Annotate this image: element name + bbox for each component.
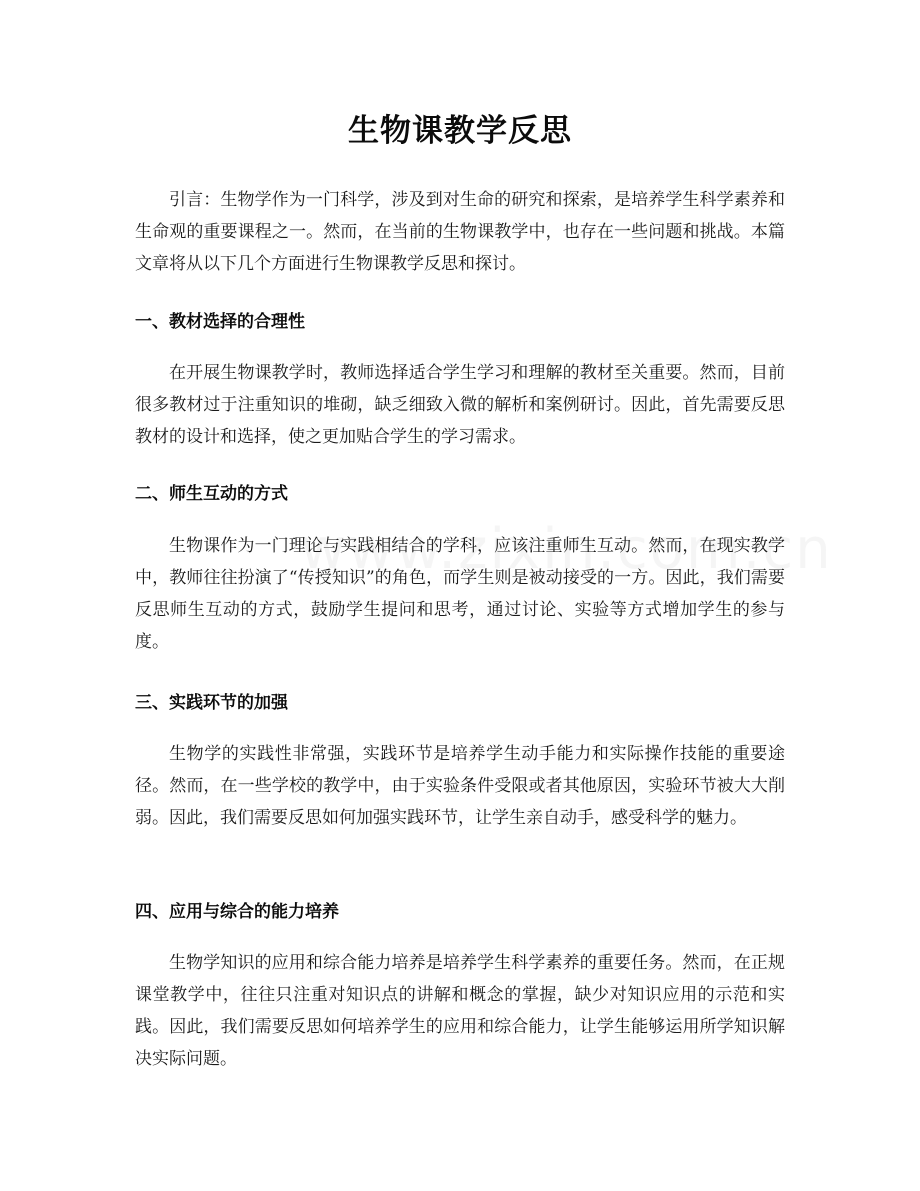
section-heading-2: 二、师生互动的方式 xyxy=(135,484,288,504)
section-body-1: 在开展生物课教学时，教师选择适合学生学习和理解的教材至关重要。然而，目前很多教材过于注重知识的堆砌，缺乏细致入微的解析和案例研讨。因此，首先需要反思教材的设计和选择，使之更加贴合学生的学习需求。 xyxy=(135,363,785,447)
section-body-2: 生物课作为一门理论与实践相结合的学科，应该注重师生互动。然而，在现实教学中，教师往往扮演了“传授知识”的角色，而学生则是被动接受的一方。因此，我们需要反思师生互动的方式，鼓励学生提问和思考，通过讨论、实验等方式增加学生的参与度。 xyxy=(135,536,785,652)
intro-paragraph: 引言：生物学作为一门科学，涉及到对生命的研究和探索，是培养学生科学素养和生命观的重要课程之一。然而，在当前的生物课教学中，也存在一些问题和挑战。本篇文章将从以下几个方面进行生物课教学反思和探讨。 xyxy=(135,190,785,274)
section-heading-1: 一、教材选择的合理性 xyxy=(135,312,305,332)
section-heading-4: 四、应用与综合的能力培养 xyxy=(135,902,339,922)
section-body-3: 生物学的实践性非常强，实践环节是培养学生动手能力和实际操作技能的重要途径。然而，在一些学校的教学中，由于实验条件受限或者其他原因，实验环节被大大削弱。因此，我们需要反思如何加强实践环节，让学生亲自动手，感受科学的魅力。 xyxy=(135,744,785,828)
section-heading-3: 三、实践环节的加强 xyxy=(135,693,288,713)
document-title: 生物课教学反思 xyxy=(348,113,572,149)
section-body-4: 生物学知识的应用和综合能力培养是培养学生科学素养的重要任务。然而，在正规课堂教学中，往往只注重对知识点的讲解和概念的掌握，缺少对知识应用的示范和实践。因此，我们需要反思如何培养学生的应用和综合能力，让学生能够运用所学知识解决实际问题。 xyxy=(135,953,785,1069)
